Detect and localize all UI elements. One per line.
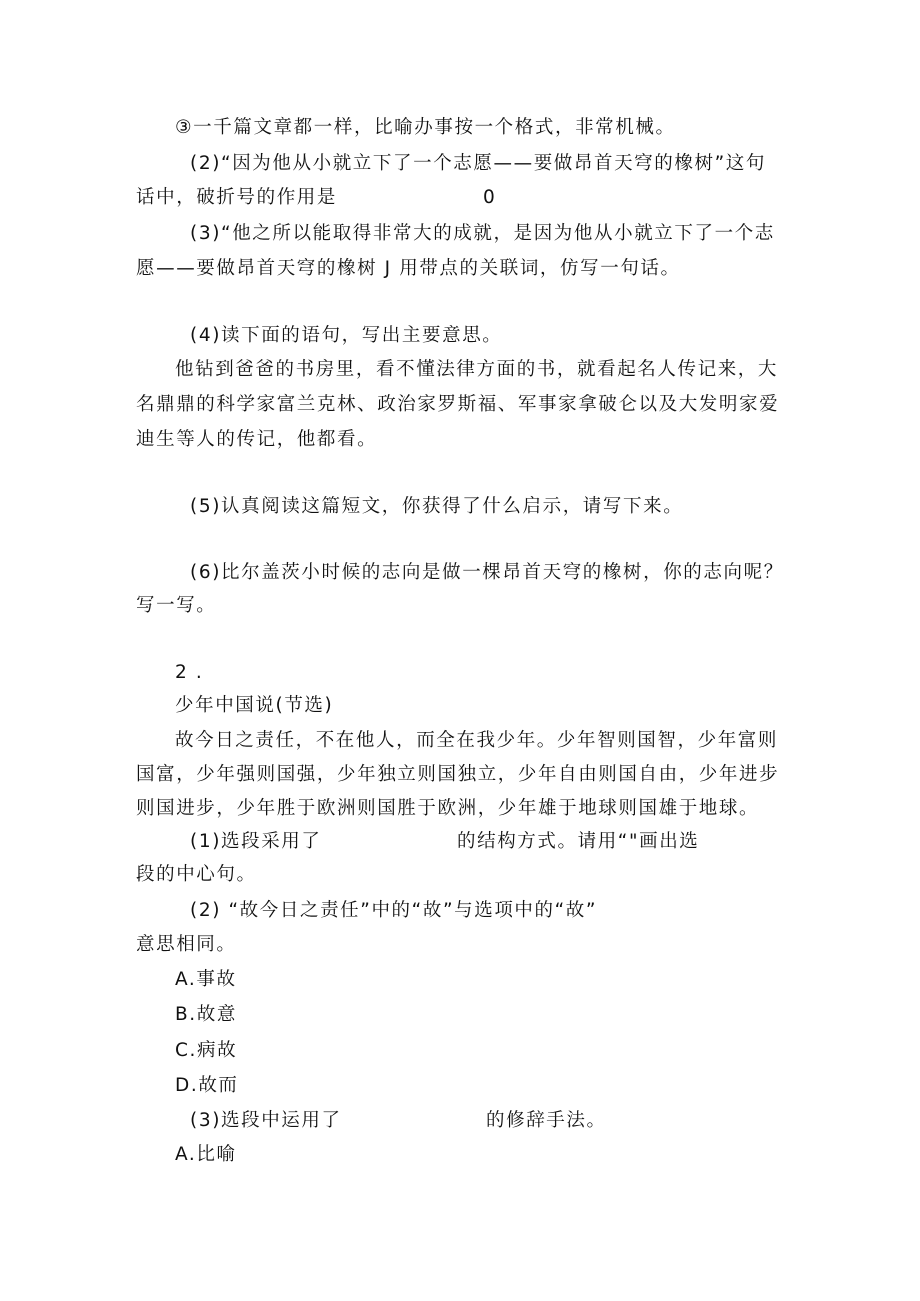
question-6-line-1: (6)比尔盖茨小时候的志向是做一棵昂首天穹的橡树，你的志向呢？ xyxy=(190,562,784,583)
question-2-line-1: (2)“因为他从小就立下了一个志愿——要做昂首天穹的橡树”这句 xyxy=(190,153,766,174)
question-2-line-2: 话中，破折号的作用是 xyxy=(136,187,338,208)
option-a-rhetoric: A.比喻 xyxy=(175,1144,237,1165)
question-2-mark: 0 xyxy=(483,187,497,208)
question-5: (5)认真阅读这篇短文，你获得了什么启示，请写下来。 xyxy=(190,496,684,517)
sub-question-3-b: 的修辞手法。 xyxy=(486,1110,607,1131)
section-number: 2 . xyxy=(175,662,204,683)
sub-question-1-a: (1)选段采用了 xyxy=(190,831,322,852)
question-4: (4)读下面的语句，写出主要意思。 xyxy=(190,325,503,346)
passage-line-2: 名鼎鼎的科学家富兰克林、政治家罗斯福、军事家拿破仑以及大发明家爱 xyxy=(136,394,780,415)
sub-question-2-a: (2) “故今日之责任”中的“故”与选项中的“故” xyxy=(190,900,598,921)
passage-line-3: 迪生等人的传记，他都看。 xyxy=(136,429,378,450)
question-6-line-2: 写一写。 xyxy=(136,595,217,616)
question-3-line-1: (3)“他之所以能取得非常大的成就，是因为他从小就立下了一个志 xyxy=(190,223,775,244)
option-a: A.事故 xyxy=(175,969,237,990)
text-line: ③一千篇文章都一样，比喻办事按一个格式，非常机械。 xyxy=(175,117,676,138)
excerpt-line-1: 故今日之责任，不在他人，而全在我少年。少年智则国智，少年富则 xyxy=(175,730,779,751)
sub-question-3-a: (3)选段中运用了 xyxy=(190,1110,342,1131)
section-title: 少年中国说(节选) xyxy=(175,695,334,716)
passage-line-1: 他钻到爸爸的书房里，看不懂法律方面的书，就看起名人传记来，大 xyxy=(175,359,779,380)
option-d: D.故而 xyxy=(175,1075,239,1096)
option-c: C.病故 xyxy=(175,1040,238,1061)
sub-question-1-c: 段的中心句。 xyxy=(136,864,257,885)
excerpt-line-3: 则国进步，少年胜于欧洲则国胜于欧洲，少年雄于地球则国雄于地球。 xyxy=(136,798,760,819)
option-b: B.故意 xyxy=(175,1004,237,1025)
sub-question-2-b: 意思相同。 xyxy=(136,934,237,955)
question-3-line-2: 愿——要做昂首天穹的橡树 J 用带点的关联词，仿写一句话。 xyxy=(136,258,681,279)
excerpt-line-2: 国富，少年强则国强，少年独立则国独立，少年自由则国自由，少年进步 xyxy=(136,764,780,785)
sub-question-1-b: 的结构方式。请用“"画出选 xyxy=(457,831,700,852)
